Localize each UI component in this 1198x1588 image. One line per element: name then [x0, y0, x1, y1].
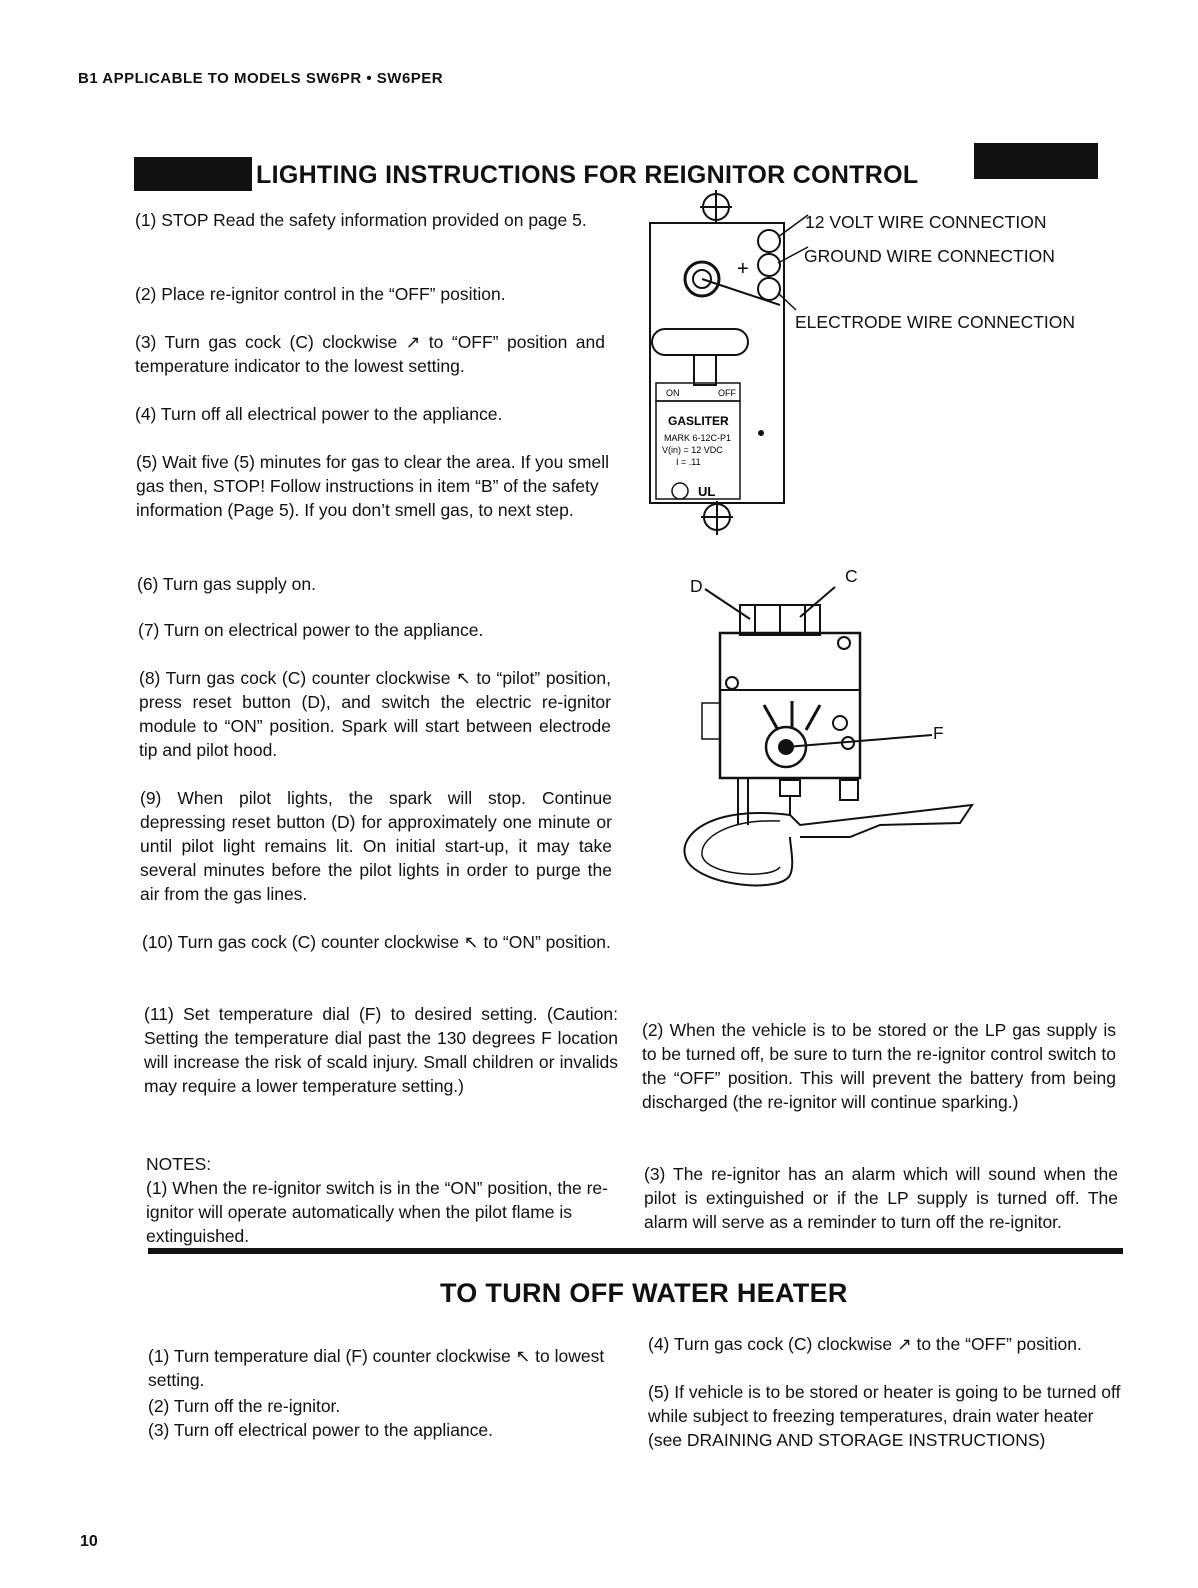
reignitor-module-diagram: [640, 185, 820, 540]
switch-off-label: OFF: [718, 388, 736, 398]
turn-off-step-1: (1) Turn temperature dial (F) counter clockwise ↖ to lowest setting.: [148, 1346, 605, 1390]
turn-off-step-5: (5) If vehicle is to be stored or heater is going to be turned off while subject to freezing temperatures, drain water heater (see DRAINING AND STORAGE INSTRUCTIONS): [648, 1382, 1121, 1450]
turn-off-title: TO TURN OFF WATER HEATER: [440, 1278, 848, 1308]
plus-sign: +: [737, 258, 749, 280]
note-2: (2) When the vehicle is to be stored or the LP gas supply is to be turned off, be sure to turn the re-ignitor control switch to the “OFF” position. This will prevent the battery from being discharged (the re-ignitor will continue sparking.): [642, 1020, 1116, 1112]
page-header: B1 APPLICABLE TO MODELS SW6PR • SW6PER: [78, 70, 444, 87]
label-electrode-wire: ELECTRODE WIRE CONNECTION: [795, 312, 1076, 332]
note-3: (3) The re-ignitor has an alarm which will sound when the pilot is extinguished or if the LP supply is turned off. The alarm will serve as a reminder to turn off the re-ignitor.: [644, 1164, 1118, 1232]
section-divider: [148, 1248, 1123, 1254]
module-brand: GASLITER: [668, 414, 729, 428]
notes-heading: NOTES:: [146, 1154, 212, 1174]
svg-text:UL: UL: [698, 484, 716, 499]
step-4: (4) Turn off all electrical power to the appliance.: [135, 404, 503, 424]
label-c: C: [845, 566, 858, 586]
step-3: (3) Turn gas cock (C) clockwise ↗ to “OFF” position and temperature indicator to the lowest setting.: [135, 332, 605, 376]
step-1: (1) STOP Read the safety information provided on page 5.: [135, 210, 587, 230]
module-rating-v: V(in) = 12 VDC: [662, 445, 723, 455]
label-12-volt-wire: 12 VOLT WIRE CONNECTION: [805, 212, 1047, 232]
step-10: (10) Turn gas cock (C) counter clockwise ↖ to “ON” position.: [142, 932, 611, 952]
turn-off-step-2: (2) Turn off the re-ignitor.: [148, 1396, 341, 1416]
gas-control-valve-diagram: [660, 575, 980, 905]
label-f: F: [933, 723, 944, 743]
module-rating-i: I = .11: [676, 457, 701, 467]
page-title: LIGHTING INSTRUCTIONS FOR REIGNITOR CONTROL: [256, 161, 919, 189]
page-number: 10: [80, 1533, 98, 1550]
title-block-right: [974, 143, 1098, 179]
step-6: (6) Turn gas supply on.: [137, 574, 316, 594]
turn-off-step-3: (3) Turn off electrical power to the appliance.: [148, 1420, 494, 1440]
label-d: D: [690, 576, 703, 596]
note-1: (1) When the re-ignitor switch is in the “ON” position, the re-ignitor will operate automatically when the pilot flame is extinguished.: [146, 1178, 608, 1246]
step-5: (5) Wait five (5) minutes for gas to clear the area. If you smell gas then, STOP! Follow instructions in item “B” of the safety information (Page 5). If you don’t smell gas, to next step.: [136, 452, 609, 520]
turn-off-step-4: (4) Turn gas cock (C) clockwise ↗ to the “OFF” position.: [648, 1334, 1082, 1354]
step-7: (7) Turn on electrical power to the appliance.: [138, 620, 484, 640]
module-model: MARK 6-12C-P1: [664, 433, 732, 443]
switch-on-label: ON: [666, 388, 680, 398]
step-8: (8) Turn gas cock (C) counter clockwise ↖ to “pilot” position, press reset button (D), and switch the electric re-ignitor module to “ON” position. Spark will start between electrode tip and pilot hood.: [139, 668, 611, 760]
step-11: (11) Set temperature dial (F) to desired setting. (Caution: Setting the temperature dial past the 130 degrees F location will increase the risk of scald injury. Small children or invalids may require a lower temperature setting.): [144, 1004, 618, 1096]
title-block-left: [134, 157, 252, 191]
label-ground-wire: GROUND WIRE CONNECTION: [804, 246, 1055, 266]
step-9: (9) When pilot lights, the spark will stop. Continue depressing reset button (D) for approximately one minute or until pilot light remains lit. On initial start-up, it may take several minutes before the pilot lights in order to purge the air from the gas lines.: [140, 788, 612, 904]
title-bar: [134, 143, 1098, 193]
step-2: (2) Place re-ignitor control in the “OFF” position.: [135, 284, 506, 304]
